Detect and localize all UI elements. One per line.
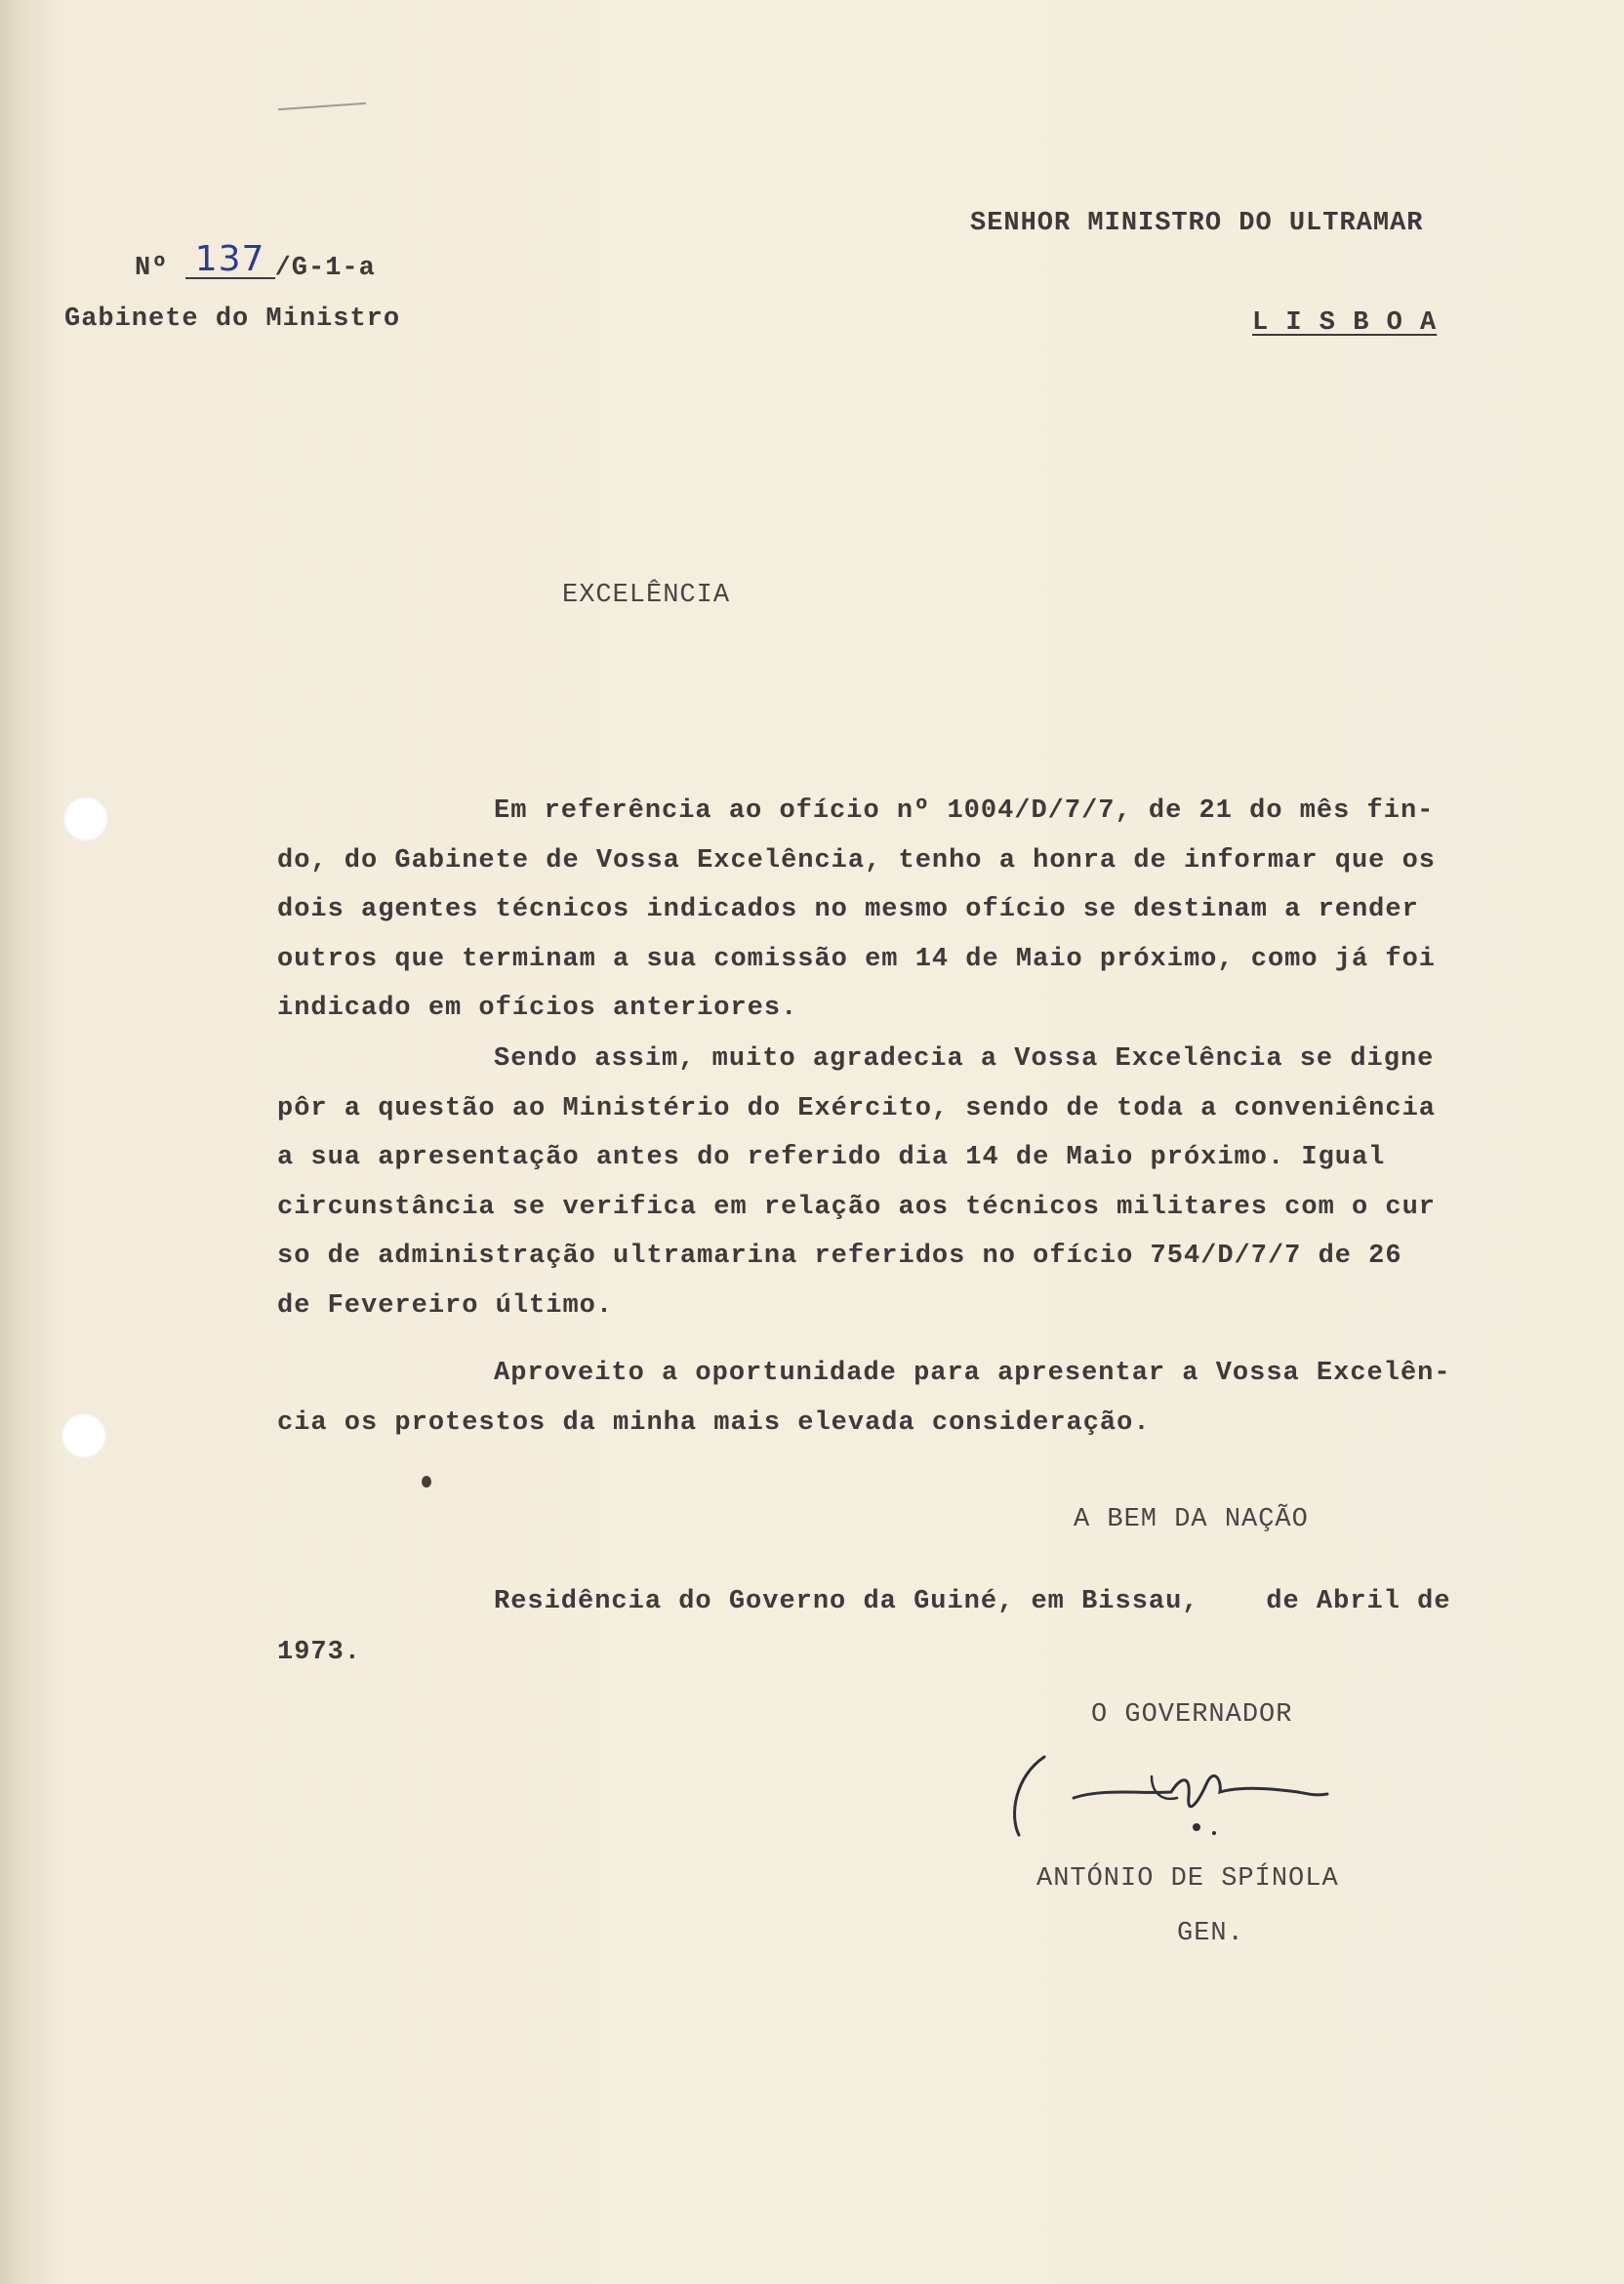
signatory-role: O GOVERNADOR xyxy=(1091,1700,1293,1730)
office-name: Gabinete do Ministro xyxy=(64,305,401,334)
text-line: so de administração ultramarina referidos no ofício 754/D/7/7 de 26 xyxy=(277,1242,1402,1271)
text-line: outros que terminam a sua comissão em 14 de Maio próximo, como já foi xyxy=(277,944,1436,974)
signatory-name: ANTÓNIO DE SPÍNOLA xyxy=(1036,1864,1339,1894)
text-line: circunstância se verifica em relação aos técnicos militares com o cur xyxy=(277,1192,1436,1222)
paper-edge-shadow xyxy=(0,0,59,2284)
signatory-rank: GEN. xyxy=(1177,1919,1244,1948)
ink-spot xyxy=(422,1476,431,1488)
text-line: Em referência ao ofício nº 1004/D/7/7, de 21 do mês fin- xyxy=(494,796,1435,826)
paragraph-3 xyxy=(277,1349,1492,1448)
text-line: cia os protestos da minha mais elevada consideração. xyxy=(277,1407,1151,1438)
text-line: dois agentes técnicos indicados no mesmo ofício se destinam a render xyxy=(277,895,1419,924)
signature-image xyxy=(1005,1737,1337,1845)
place-date-line: Residência do Governo da Guiné, em Bissau, de Abril de xyxy=(494,1587,1451,1616)
text-line: a sua apresentação antes do referido dia 14 de Maio próximo. Igual xyxy=(277,1143,1386,1172)
punch-hole-top xyxy=(63,796,108,841)
text-line: de Fevereiro último. xyxy=(277,1290,614,1321)
closing-motto: A BEM DA NAÇÃO xyxy=(1074,1505,1309,1534)
salutation: EXCELÊNCIA xyxy=(562,581,731,610)
text-line: do, do Gabinete de Vossa Excelência, tenho a honra de informar que os xyxy=(277,845,1436,876)
number-suffix: /G-1-a xyxy=(274,254,376,283)
recipient-city: L I S B O A xyxy=(1252,308,1438,338)
recipient: SENHOR MINISTRO DO ULTRAMAR xyxy=(970,209,1424,238)
paragraph-2 xyxy=(277,1035,1492,1330)
reference-number xyxy=(135,239,376,293)
punch-hole-bottom xyxy=(61,1413,106,1458)
text-line: Sendo assim, muito agradecia a Vossa Excelência se digne xyxy=(494,1044,1435,1074)
text-line: pôr a questão ao Ministério do Exército, sendo de toda a conveniência xyxy=(277,1093,1436,1123)
text-line: indicado em ofícios anteriores. xyxy=(277,994,798,1023)
handwritten-number: 137 xyxy=(185,242,275,279)
paragraph-1 xyxy=(277,787,1492,1034)
number-prefix: Nº xyxy=(135,254,169,283)
pencil-mark xyxy=(278,102,366,110)
text-line: Aproveito a oportunidade para apresentar a Vossa Excelên- xyxy=(494,1359,1451,1388)
year: 1973. xyxy=(277,1638,362,1667)
